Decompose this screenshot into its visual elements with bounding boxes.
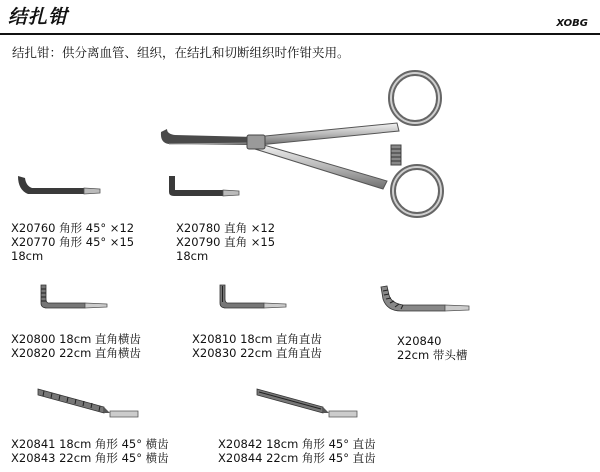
caption-grooved-head (397, 334, 467, 362)
caption-line: X20830 22cm 直角直齿 (192, 346, 322, 360)
caption-right-angle-transverse (11, 332, 141, 360)
catalog-code: XOBG (556, 18, 588, 29)
caption-line: X20843 22cm 角形 45° 横齿 (11, 451, 169, 465)
caption-line: X20810 18cm 直角直齿 (192, 332, 322, 346)
caption-line: X20820 22cm 直角横齿 (11, 346, 141, 360)
title-divider (0, 33, 600, 35)
tip-right-angle-transverse-illustration (35, 281, 115, 313)
caption-angled-45-straight (218, 437, 376, 465)
caption-line: 18cm (176, 249, 209, 263)
tip-right-angle-illustration (165, 172, 245, 202)
caption-line: X20760 角形 45° ×12 (11, 221, 135, 235)
caption-line: X20780 直角 ×12 (176, 221, 276, 235)
caption-line: X20790 直角 ×15 (176, 235, 276, 249)
caption-angled-45-transverse (11, 437, 169, 465)
tip-grooved-head-illustration (375, 283, 475, 319)
tip-angled-45-illustration (14, 172, 104, 202)
tip-right-angle-straight-illustration (214, 281, 294, 313)
caption-line: X20840 (397, 334, 442, 348)
caption-right-angle-straight (192, 332, 322, 360)
caption-line: X20841 18cm 角形 45° 横齿 (11, 437, 169, 451)
caption-line: X20842 18cm 角形 45° 直齿 (218, 437, 376, 451)
caption-line: 18cm (11, 249, 44, 263)
product-description: 结扎钳：供分离血管、组织，在结扎和切断组织时作钳夹用。 (12, 45, 350, 60)
caption-line: X20844 22cm 角形 45° 直齿 (218, 451, 376, 465)
tip-angled-45-straight-illustration (253, 385, 363, 425)
caption-line: X20800 18cm 直角横齿 (11, 332, 141, 346)
caption-angled-45 (11, 221, 134, 263)
caption-line: X20770 角形 45° ×15 (11, 235, 135, 249)
tip-angled-45-transverse-illustration (34, 385, 144, 425)
caption-line: 22cm 带头槽 (397, 348, 468, 362)
caption-right-angle (176, 221, 275, 263)
page-title: 结扎钳 (8, 6, 69, 28)
